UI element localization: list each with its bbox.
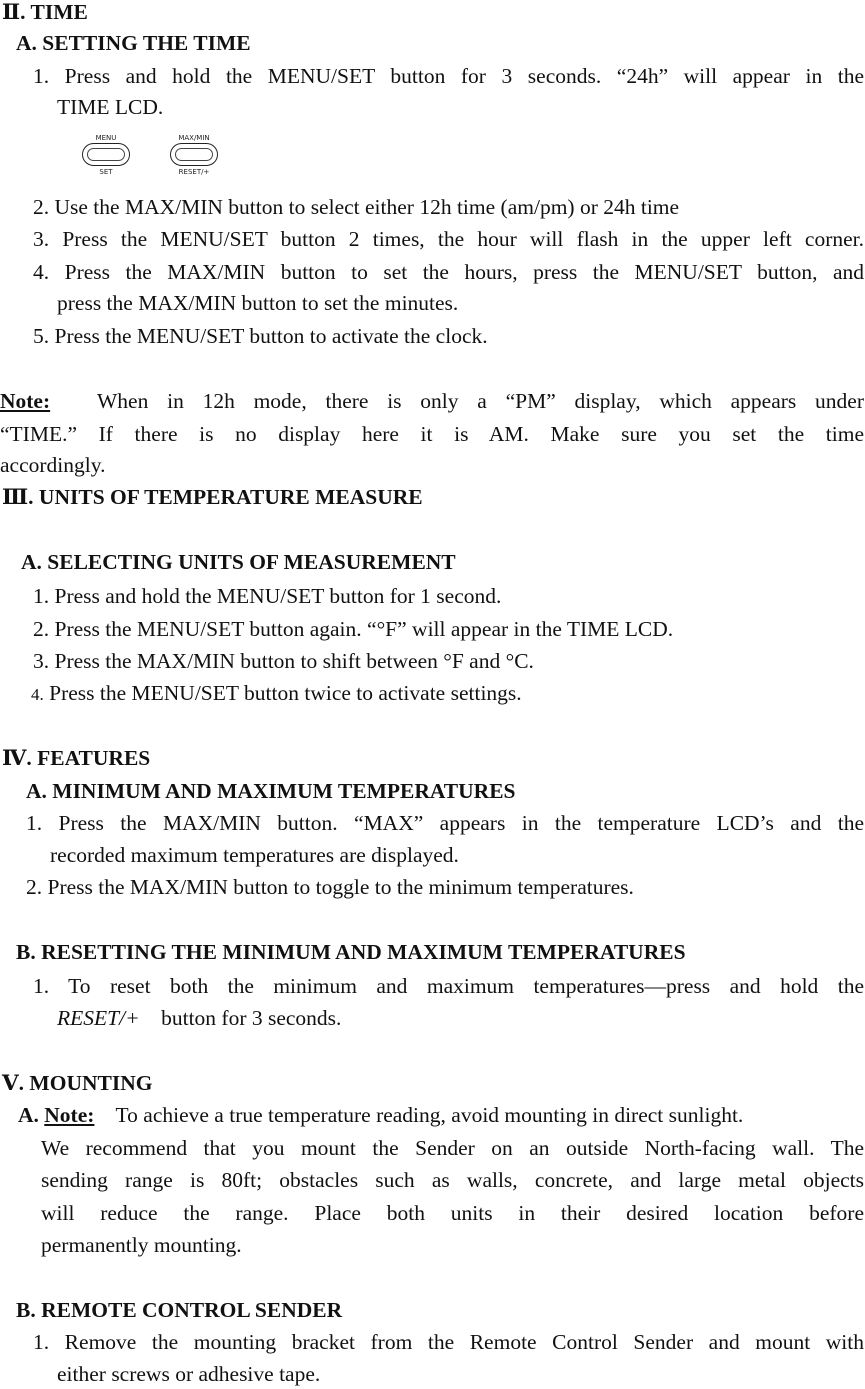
subheading-selecting-units: A. SELECTING UNITS OF MEASUREMENT (21, 550, 456, 574)
subheading-min-max: A. MINIMUM AND MAXIMUM TEMPERATURES (26, 779, 516, 803)
time-step-4-line-2: press the MAX/MIN button to set the minutes. (57, 291, 459, 315)
section-heading-mounting: Ⅴ. MOUNTING (2, 1071, 153, 1095)
mounting-a-prefix: A. (18, 1103, 39, 1127)
section-heading-features: Ⅳ. FEATURES (2, 746, 151, 770)
time-step-3: 3. Press the MENU/SET button 2 times, the hour will flash in the upper left corner. (33, 227, 864, 251)
units-step-2: 2. Press the MENU/SET button again. “°F” will appear in the TIME LCD. (33, 617, 674, 641)
max-min-button-illustration (166, 134, 222, 178)
features-a-step-1-line-1: 1. Press the MAX/MIN button. “MAX” appears in the temperature LCD’s and the (26, 811, 864, 835)
mounting-a-line-3: sending range is 80ft; obstacles such as walls, concrete, and large metal objects (41, 1168, 864, 1192)
note-line-1: When in 12h mode, there is only a “PM” display, which appears under (97, 389, 864, 413)
mounting-a-line-2: We recommend that you mount the Sender on an outside North-facing wall. The (41, 1136, 864, 1160)
max-min-button-icon (170, 143, 218, 166)
mounting-b-step-1-line-2: either screws or adhesive tape. (57, 1362, 321, 1386)
reset-label: RESET/+ (178, 168, 210, 176)
mounting-note-label: Note: (44, 1103, 95, 1127)
features-a-step-1-line-2: recorded maximum temperatures are displayed. (50, 843, 459, 867)
mounting-a-line-4: will reduce the range. Place both units in their desired location before (41, 1201, 864, 1225)
units-step-4-text: Press the MENU/SET button twice to activate settings. (49, 681, 522, 705)
features-b-step-1-line-1: 1. To reset both the minimum and maximum temperatures—press and hold the (33, 974, 864, 998)
time-step-4-line-1: 4. Press the MAX/MIN button to set the hours, press the MENU/SET button, and (33, 260, 864, 284)
features-b-step-1-line-2 (57, 1005, 341, 1031)
units-step-4 (31, 680, 522, 708)
note-line-3: accordingly. (0, 453, 106, 477)
time-step-2: 2. Use the MAX/MIN button to select either 12h time (am/pm) or 24h time (33, 195, 680, 219)
menu-set-button-icon (82, 143, 130, 166)
subheading-setting-the-time: A. SETTING THE TIME (16, 31, 251, 55)
features-a-step-2: 2. Press the MAX/MIN button to toggle to the minimum temperatures. (26, 875, 634, 899)
subheading-resetting: B. RESETTING THE MINIMUM AND MAXIMUM TEMPERATURES (16, 940, 686, 964)
subheading-remote-sender: B. REMOTE CONTROL SENDER (16, 1298, 343, 1322)
max-min-label: MAX/MIN (178, 134, 210, 142)
note-line-2: “TIME.” If there is no display here it is AM. Make sure you set the time (0, 422, 864, 446)
time-step-1-line-1: 1. Press and hold the MENU/SET button for 3 seconds. “24h” will appear in the (33, 64, 864, 88)
units-step-3: 3. Press the MAX/MIN button to shift between °F and °C. (33, 649, 534, 673)
time-step-1-line-2: TIME LCD. (57, 95, 164, 119)
units-step-4-number: 4. (31, 685, 44, 704)
units-step-1: 1. Press and hold the MENU/SET button for 1 second. (33, 584, 502, 608)
section-heading-time: Ⅱ. TIME (2, 0, 88, 24)
set-label: SET (99, 168, 113, 176)
mounting-a-line-1-text: To achieve a true temperature reading, avoid mounting in direct sunlight. (94, 1103, 744, 1127)
mounting-b-step-1-line-1: 1. Remove the mounting bracket from the Remote Control Sender and mount with (33, 1330, 864, 1354)
menu-label: MENU (95, 134, 117, 142)
time-step-5: 5. Press the MENU/SET button to activate the clock. (33, 324, 488, 348)
note-label: Note: (0, 389, 51, 413)
mounting-a-line-1 (18, 1102, 743, 1128)
mounting-a-line-5: permanently mounting. (41, 1233, 242, 1257)
section-heading-units: Ⅲ. UNITS OF TEMPERATURE MEASURE (2, 485, 423, 509)
features-b-step-1-rest: button for 3 seconds. (139, 1006, 342, 1030)
menu-set-button-illustration (78, 134, 134, 178)
reset-plus-label: RESET/+ (57, 1006, 140, 1030)
